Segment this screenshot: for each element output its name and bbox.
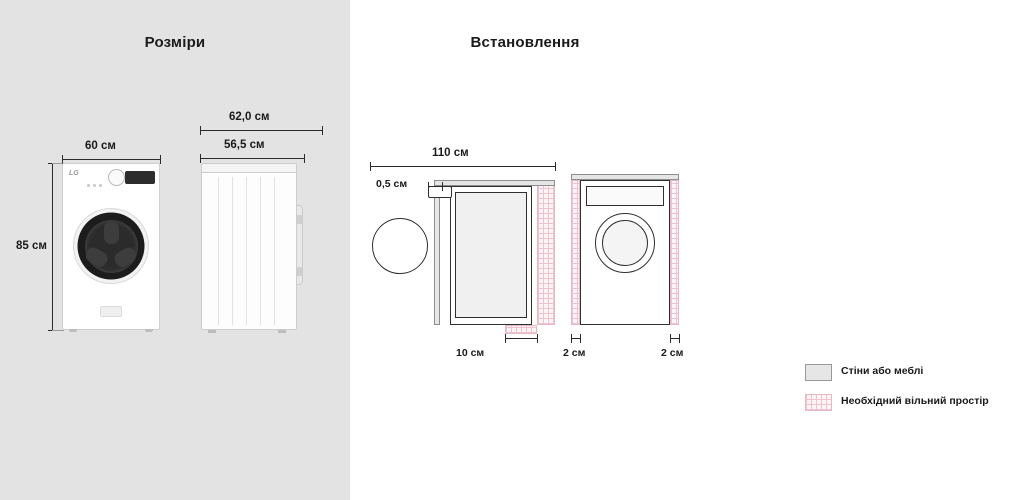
door-outer-ring (73, 208, 149, 284)
door-opening-dimension-line (370, 166, 555, 167)
washer-foot (145, 329, 153, 332)
side-ridge (232, 177, 233, 325)
dimensions-panel-title: Розміри (144, 34, 206, 51)
door-hinge (297, 267, 302, 276)
depth-body-tick-left (200, 154, 201, 163)
drum-paddle (112, 245, 139, 269)
button-row (87, 184, 105, 187)
height-label: 85 см (16, 240, 47, 252)
legend (805, 362, 1025, 422)
installation-panel (350, 0, 989, 500)
depth-with-door-tick-right (322, 126, 323, 135)
machine-front-view-door-glass (602, 220, 648, 266)
machine-front-view-control-panel (586, 186, 664, 206)
free-space-right-hatch (537, 180, 555, 325)
side-ridge (260, 177, 261, 325)
side-ridge (274, 177, 275, 325)
wall-left-block (434, 180, 440, 325)
door-ring (78, 213, 145, 280)
free-space-front-hatch (505, 325, 537, 334)
front-width-label: 60 см (85, 140, 116, 152)
drum-paddle (104, 222, 119, 244)
washer-foot (69, 329, 77, 332)
height-extension-bottom (52, 330, 64, 331)
depth-with-door-dimension-line (200, 130, 322, 131)
detergent-drawer (100, 306, 122, 317)
side-ridge (218, 177, 219, 325)
program-knob (108, 169, 125, 186)
legend-swatch-wall (805, 364, 832, 381)
door-opening-tick-right (555, 162, 556, 171)
clearance-front-tick-left (505, 334, 506, 343)
washer-foot (208, 330, 216, 333)
clearance-front-label: 10 см (456, 347, 485, 359)
height-dimension-line (52, 163, 53, 330)
washer-front-view (62, 163, 160, 330)
clearance-left-dimension-line (571, 338, 580, 339)
brand-logo: LG (69, 170, 79, 177)
legend-item-wall (805, 362, 1025, 384)
machine-top-view-inner (455, 192, 527, 318)
washer-foot (278, 330, 286, 333)
side-ridge (246, 177, 247, 325)
legend-label-free-space: Необхідний вільний простір (841, 395, 989, 407)
washer-top-panel (201, 163, 297, 173)
clearance-right-dimension-line (670, 338, 679, 339)
door-hinge (297, 215, 302, 224)
washer-side-view (196, 163, 303, 330)
free-space-left-side-hatch (571, 180, 580, 325)
drum-paddle (83, 245, 110, 269)
dimensions-panel (0, 0, 350, 500)
open-door-panel (428, 186, 452, 198)
depth-with-door-tick-left (200, 126, 201, 135)
clearance-right-label: 2 см (661, 347, 684, 359)
gap-top-tick-right (442, 182, 443, 191)
front-width-dimension-line (62, 159, 160, 160)
clearance-right-tick-right (679, 334, 680, 343)
clearance-front-dimension-line (505, 338, 537, 339)
front-width-tick-right (160, 155, 161, 164)
clearance-right-tick-left (670, 334, 671, 343)
depth-body-tick-right (304, 154, 305, 163)
free-space-right-side-hatch (670, 180, 679, 325)
depth-body-dimension-line (200, 158, 304, 159)
gap-top-dimension-line (428, 186, 442, 187)
legend-item-free-space (805, 392, 1025, 414)
display-screen (125, 171, 155, 184)
legend-swatch-free-space (805, 394, 832, 411)
clearance-left-tick-left (571, 334, 572, 343)
depth-with-door-label: 62,0 см (229, 111, 270, 123)
clearance-left-tick-right (580, 334, 581, 343)
clearance-left-label: 2 см (563, 347, 586, 359)
installation-panel-title: Встановлення (470, 34, 580, 51)
gap-top-label: 0,5 см (376, 178, 408, 190)
door-opening-tick-left (370, 162, 371, 171)
door-opening-label: 110 см (432, 147, 469, 159)
legend-label-wall: Стіни або меблі (841, 365, 924, 377)
door-glass (85, 220, 138, 273)
gap-top-tick-left (428, 182, 429, 191)
clearance-front-tick-right (537, 334, 538, 343)
open-door-circle (372, 218, 428, 274)
depth-body-label: 56,5 см (224, 139, 265, 151)
washer-side-body (201, 163, 297, 330)
